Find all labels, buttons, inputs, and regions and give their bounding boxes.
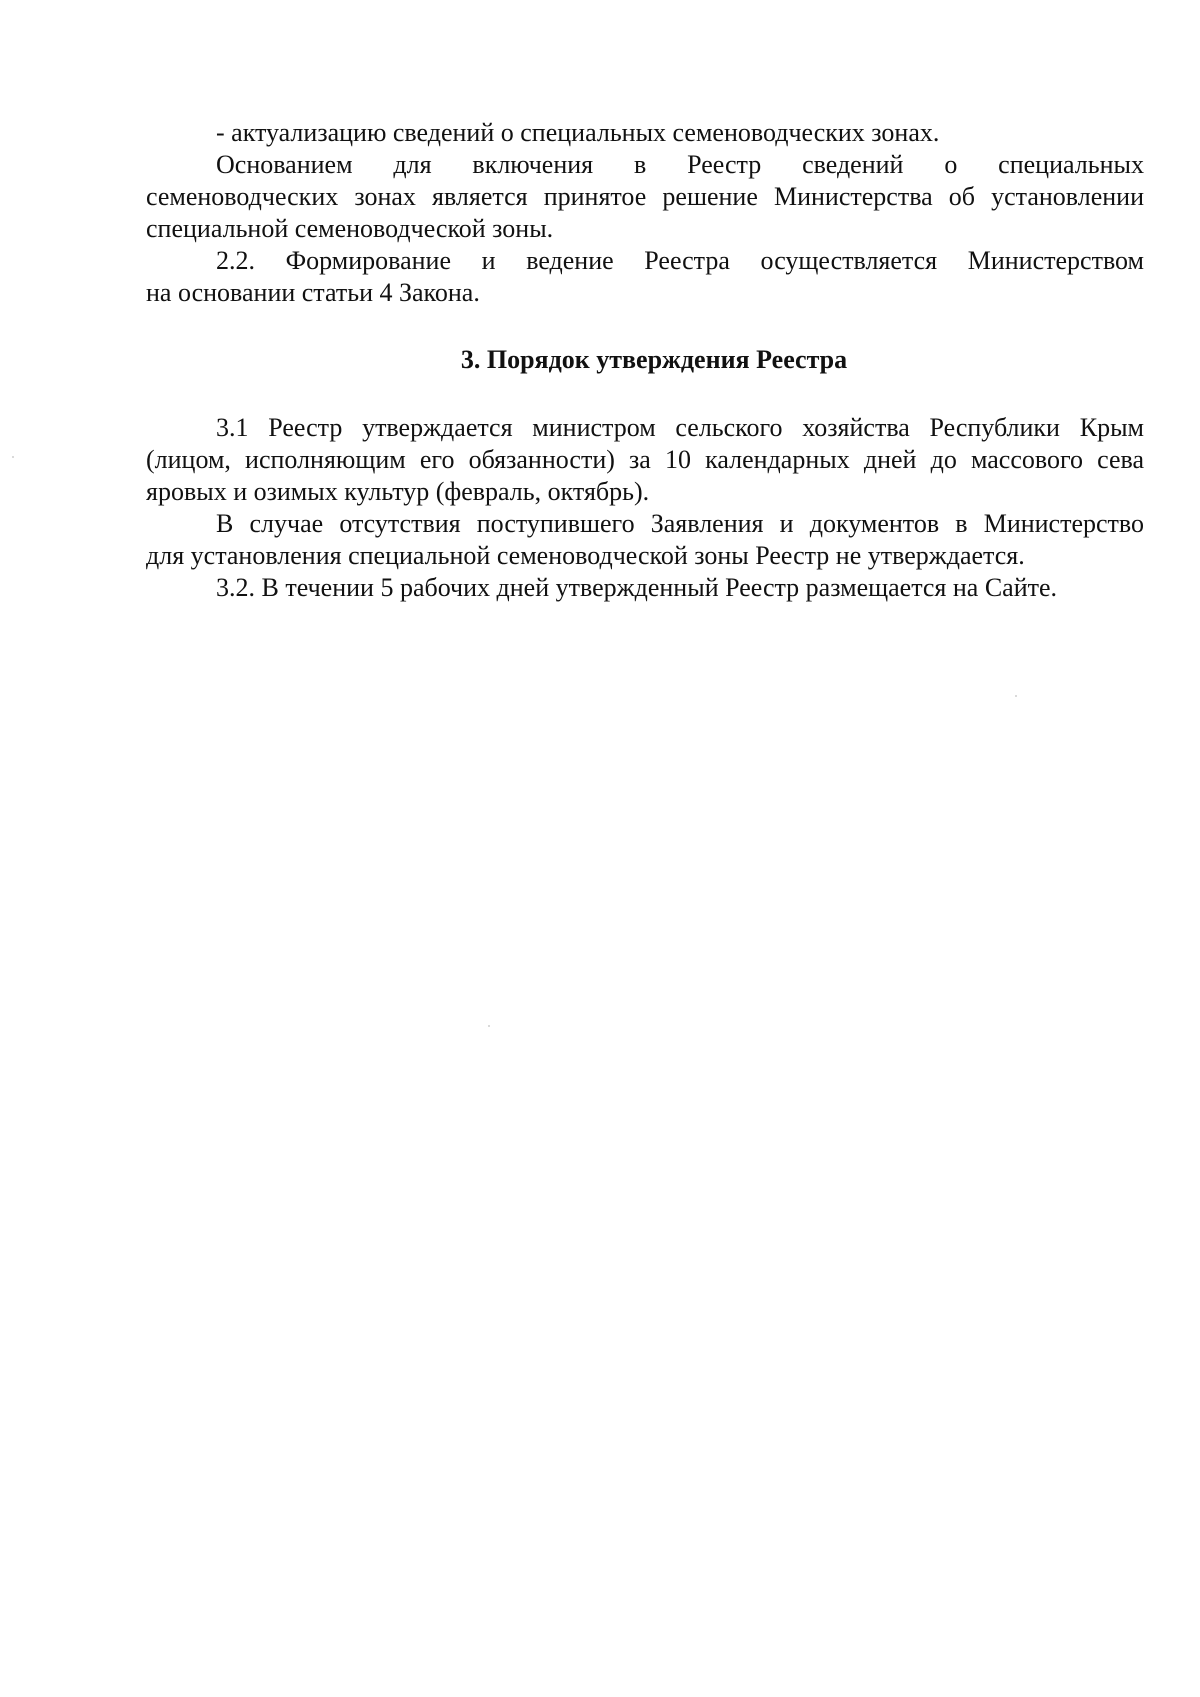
paragraph-basis: [146, 149, 1144, 245]
text-line: 2.2. Формирование и ведение Реестра осуществляется Министерством: [216, 246, 1144, 275]
text-line: для установления специальной семеноводческой зоны Реестр не утверждается.: [146, 541, 1025, 570]
scan-speck: [488, 1025, 490, 1027]
text-line: В случае отсутствия поступившего Заявления и документов в Министерство: [216, 509, 1144, 538]
text-line: (лицом, исполняющим его обязанности) за 10 календарных дней до массового сева: [146, 445, 1144, 474]
text-line: 3.2. В течении 5 рабочих дней утвержденный Реестр размещается на Сайте.: [216, 573, 1058, 602]
scan-speck: [12, 456, 14, 458]
section-heading: 3. Порядок утверждения Реестра: [460, 345, 848, 374]
text-line: яровых и озимых культур (февраль, октябрь).: [146, 477, 650, 506]
paragraph-absence: [146, 508, 1144, 572]
text-line: Основанием для включения в Реестр сведений о специальных: [216, 150, 1144, 179]
bullet-paragraph: [146, 117, 1144, 149]
text-line: семеноводческих зонах является принятое решение Министерства об установлении: [146, 182, 1144, 211]
paragraph-3-2: [146, 572, 1144, 604]
text-line: - актуализацию сведений о специальных семеноводческих зонах.: [216, 118, 940, 147]
text-line: специальной семеноводческой зоны.: [146, 214, 554, 243]
paragraph-3-1: [146, 412, 1144, 508]
scan-speck: [1015, 695, 1017, 697]
document-body: [146, 117, 1144, 604]
text-line: на основании статьи 4 Закона.: [146, 278, 480, 307]
text-line: 3.1 Реестр утверждается министром сельского хозяйства Республики Крым: [216, 413, 1144, 442]
paragraph-2-2: [146, 245, 1144, 309]
